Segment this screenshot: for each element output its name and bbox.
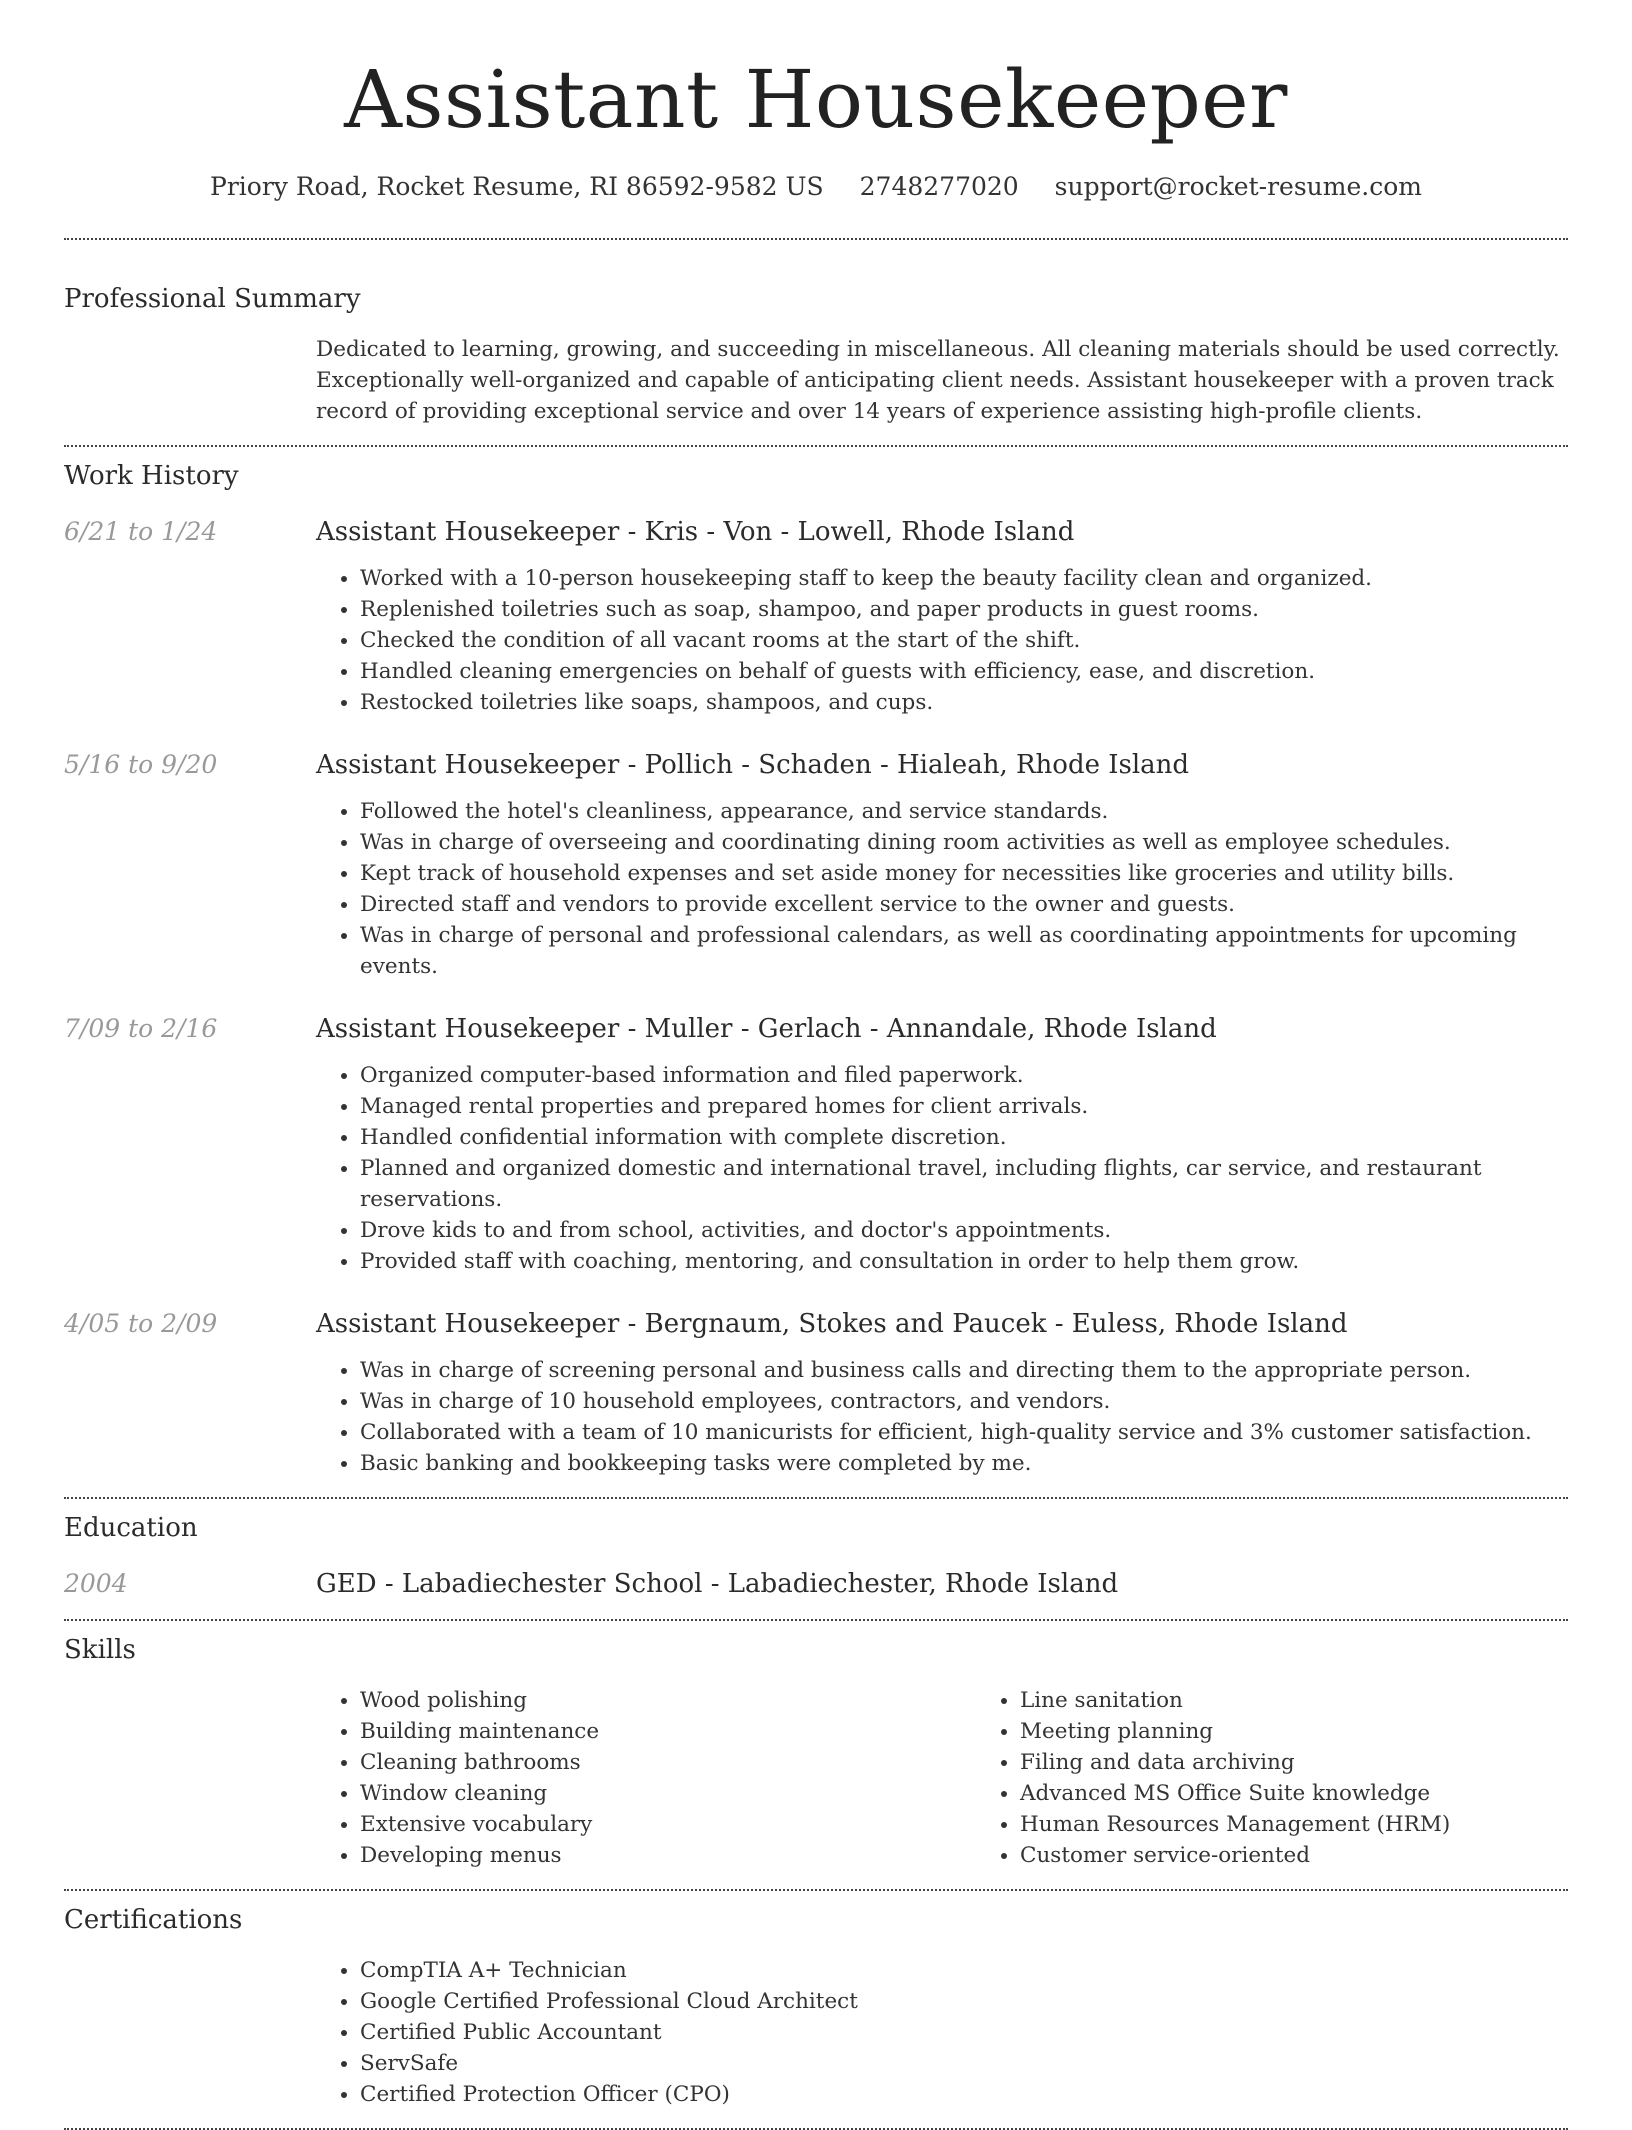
list-item: • Line sanitation: [1020, 1685, 1632, 1716]
skills-list-left: [316, 1685, 976, 1871]
list-item: • Building maintenance: [360, 1716, 976, 1747]
list-item: • Worked with a 10-person housekeeping staff to keep the beauty facility clean and organized.: [360, 563, 1568, 594]
job-bullets: [316, 563, 1568, 718]
job-bullets: [316, 1355, 1568, 1479]
divider: [64, 1889, 1568, 1891]
skills-spacer: [64, 1685, 316, 1871]
list-item: • Handled confidential information with complete discretion.: [360, 1122, 1568, 1153]
summary-text: Dedicated to learning, growing, and succeeding in miscellaneous. All cleaning materials should be used correctly. Exceptionally well-organized and capable of anticipating client needs. Assistant housekeeper with a proven track record of providing exceptional service and over 14 years of experience assisting high-profile clients.: [316, 337, 1560, 424]
list-item: • Window cleaning: [360, 1778, 976, 1809]
list-item: • Planned and organized domestic and international travel, including flights, car service, and restaurant reservations.: [360, 1153, 1568, 1215]
list-item: • Managed rental properties and prepared homes for client arrivals.: [360, 1091, 1568, 1122]
certifications-section: [64, 1955, 1568, 2110]
list-item: • Was in charge of screening personal and business calls and directing them to the appropriate person.: [360, 1355, 1568, 1386]
job-heading: Assistant Housekeeper - Muller - Gerlach - Annandale, Rhode Island: [316, 1014, 1217, 1044]
job-heading: Assistant Housekeeper - Pollich - Schaden - Hialeah, Rhode Island: [316, 750, 1190, 780]
divider: [64, 1619, 1568, 1621]
divider: [64, 1497, 1568, 1499]
list-item: • Drove kids to and from school, activities, and doctor's appointments.: [360, 1215, 1568, 1246]
contact-address: Priory Road, Rocket Resume, RI 86592-9582 US: [210, 172, 824, 201]
job-dates: 7/09 to 2/16: [64, 1014, 218, 1043]
list-item: • Checked the condition of all vacant rooms at the start of the shift.: [360, 625, 1568, 656]
list-item: • Was in charge of personal and professional calendars, as well as coordinating appointments for upcoming events.: [360, 920, 1568, 982]
list-item: • Meeting planning: [1020, 1716, 1632, 1747]
job-dates: 6/21 to 1/24: [64, 517, 218, 546]
education-year: 2004: [64, 1569, 128, 1598]
list-item: • Google Certified Professional Cloud Architect: [360, 1986, 1568, 2017]
list-item: • Wood polishing: [360, 1685, 976, 1716]
list-item: • ServSafe: [360, 2048, 1568, 2079]
job-entry: [64, 748, 1568, 982]
skills-section: [64, 1685, 1568, 1871]
certifications-spacer: [64, 1955, 316, 2110]
contact-email: support@rocket-resume.com: [1054, 172, 1422, 201]
education-entry: [64, 1567, 1568, 1601]
list-item: • Followed the hotel's cleanliness, appearance, and service standards.: [360, 796, 1568, 827]
resume-name: Assistant Housekeeper: [344, 53, 1288, 146]
summary-section-title: Professional Summary: [64, 284, 361, 314]
list-item: • Extensive vocabulary: [360, 1809, 976, 1840]
divider: [64, 445, 1568, 447]
list-item: • Directed staff and vendors to provide excellent service to the owner and guests.: [360, 889, 1568, 920]
skills-list-right: [976, 1685, 1632, 1871]
summary-spacer: [64, 334, 316, 427]
job-bullets: [316, 796, 1568, 982]
list-item: • Filing and data archiving: [1020, 1747, 1632, 1778]
skills-section-title: Skills: [64, 1635, 136, 1665]
list-item: • Collaborated with a team of 10 manicurists for efficient, high-quality service and 3% customer satisfaction.: [360, 1417, 1568, 1448]
job-entry: [64, 515, 1568, 718]
job-entry: [64, 1012, 1568, 1277]
contact-phone: 2748277020: [859, 172, 1019, 201]
certifications-list: [316, 1955, 1568, 2110]
list-item: • Restocked toiletries like soaps, shampoos, and cups.: [360, 687, 1568, 718]
job-dates: 5/16 to 9/20: [64, 750, 218, 779]
job-heading: Assistant Housekeeper - Bergnaum, Stokes and Paucek - Euless, Rhode Island: [316, 1309, 1348, 1339]
list-item: • Certified Public Accountant: [360, 2017, 1568, 2048]
summary-section: [64, 334, 1568, 427]
list-item: • Organized computer-based information and filed paperwork.: [360, 1060, 1568, 1091]
job-dates: 4/05 to 2/09: [64, 1309, 218, 1338]
list-item: • Kept track of household expenses and set aside money for necessities like groceries and utility bills.: [360, 858, 1568, 889]
education-section-title: Education: [64, 1513, 198, 1543]
list-item: • Was in charge of overseeing and coordinating dining room activities as well as employee schedules.: [360, 827, 1568, 858]
list-item: • Was in charge of 10 household employees, contractors, and vendors.: [360, 1386, 1568, 1417]
list-item: • Basic banking and bookkeeping tasks were completed by me.: [360, 1448, 1568, 1479]
list-item: • CompTIA A+ Technician: [360, 1955, 1568, 1986]
certifications-section-title: Certifications: [64, 1905, 243, 1935]
divider: [64, 238, 1568, 240]
list-item: • Developing menus: [360, 1840, 976, 1871]
list-item: • Advanced MS Office Suite knowledge: [1020, 1778, 1632, 1809]
list-item: • Replenished toiletries such as soap, shampoo, and paper products in guest rooms.: [360, 594, 1568, 625]
list-item: • Handled cleaning emergencies on behalf of guests with efficiency, ease, and discretion.: [360, 656, 1568, 687]
job-entry: [64, 1307, 1568, 1479]
job-heading: Assistant Housekeeper - Kris - Von - Lowell, Rhode Island: [316, 517, 1075, 547]
list-item: • Cleaning bathrooms: [360, 1747, 976, 1778]
education-heading: GED - Labadiechester School - Labadiechester, Rhode Island: [316, 1569, 1119, 1599]
contact-line: [64, 170, 1568, 204]
list-item: • Provided staff with coaching, mentoring, and consultation in order to help them grow.: [360, 1246, 1568, 1277]
work-section-title: Work History: [64, 461, 239, 491]
list-item: • Certified Protection Officer (CPO): [360, 2079, 1568, 2110]
job-bullets: [316, 1060, 1568, 1277]
list-item: • Human Resources Management (HRM): [1020, 1809, 1632, 1840]
list-item: • Customer service-oriented: [1020, 1840, 1632, 1871]
